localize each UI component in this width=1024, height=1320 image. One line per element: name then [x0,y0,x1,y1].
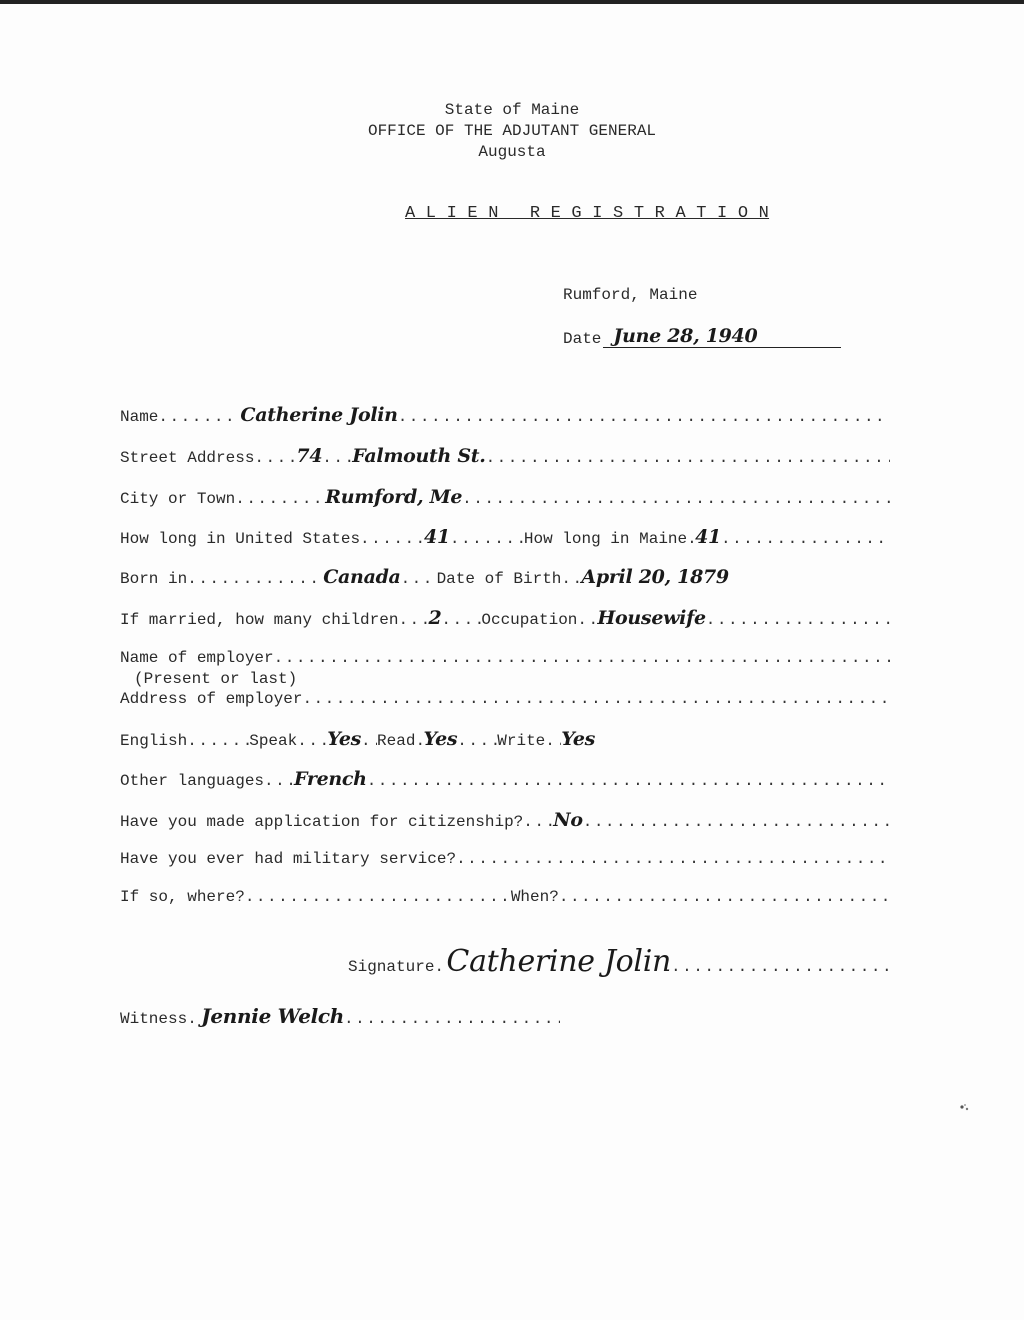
city-row [120,486,890,510]
citizenship-value: No [553,809,583,831]
signature-row [348,944,888,979]
when-label: When? [510,888,559,906]
scan-speck [958,1102,972,1114]
born-in-label: Born in [120,570,188,588]
name-row [120,404,890,428]
employer-name-label: Name of employer [120,649,274,667]
speak-value: Yes [327,728,362,750]
date-row [563,327,841,348]
other-languages-value: French [294,768,367,790]
occupation-value: Housewife [597,607,706,629]
street-name-value: Falmouth St. [352,445,486,467]
form-title: A L I E N R E G I S T R A T I O N [405,204,770,223]
name-label: Name [120,408,159,426]
where-label: If so, where? [120,888,245,906]
date-value: June 28, 1940 [613,325,758,347]
military-label: Have you ever had military service? [120,850,457,868]
how-long-us-value: 41 [424,526,450,548]
birth-row [120,566,890,590]
employer-address-label: Address of employer [120,690,303,708]
other-languages-row [120,768,890,792]
write-label: Write [497,732,546,750]
street-number-value: 74 [296,445,323,467]
other-languages-label: Other languages [120,772,265,790]
residence-duration-row [120,526,890,550]
how-long-us-label: How long in United States [120,530,361,548]
citizenship-label: Have you made application for citizenship? [120,813,524,831]
dob-label: Date of Birth [436,570,562,588]
date-line [603,327,841,348]
military-row [120,850,890,874]
present-or-last-note: (Present or last) [134,670,298,688]
city-label: City or Town [120,490,236,508]
children-row [120,607,890,631]
header-state: State of Maine [444,101,580,119]
read-value: Yes [423,728,458,750]
employer-address-row [120,690,890,714]
header-city: Augusta [478,143,546,161]
place-of-registration: Rumford, Maine [563,286,698,304]
born-in-value: Canada [323,566,401,588]
signature-label: Signature [348,958,435,976]
where-when-row [120,888,890,912]
citizenship-row [120,809,890,833]
city-value: Rumford, Me [325,486,463,508]
witness-value: Jennie Welch [201,1004,345,1028]
english-row [120,728,890,752]
witness-row [120,1004,560,1028]
how-long-maine-value: 41 [695,526,721,548]
header-office: OFFICE OF THE ADJUTANT GENERAL [367,122,657,140]
speak-label: Speak [249,732,298,750]
children-label: If married, how many children [120,611,399,629]
street-row [120,445,890,469]
dob-value: April 20, 1879 [581,566,729,588]
write-value: Yes [561,728,596,750]
read-label: Read [377,732,416,750]
english-label: English [120,732,188,750]
witness-label: Witness [120,1010,188,1028]
form-header [0,100,1024,163]
occupation-label: Occupation [481,611,578,629]
signature-value: Catherine Jolin [446,944,672,979]
name-value: Catherine Jolin [240,404,398,426]
street-label: Street Address [120,449,255,467]
date-label: Date [563,330,602,348]
children-value: 2 [428,607,442,629]
how-long-maine-label: How long in Maine [523,530,688,548]
